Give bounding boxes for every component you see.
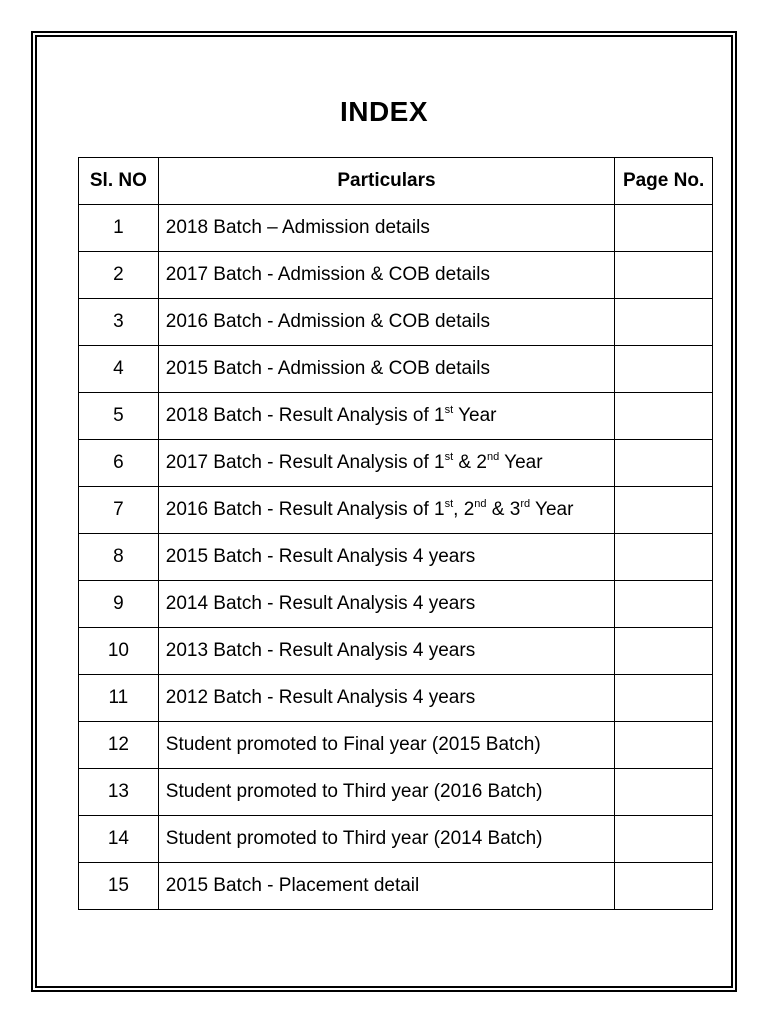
row-page-no: [615, 581, 713, 628]
row-sl-no: 6: [79, 440, 159, 487]
row-particulars-cell: [158, 346, 614, 393]
row-page-no: [615, 675, 713, 722]
row-sl-no: 11: [79, 675, 159, 722]
table-row: [79, 628, 713, 675]
row-particulars: 2014 Batch - Result Analysis 4 years: [165, 593, 476, 614]
row-particulars-cell: [158, 581, 614, 628]
ordinal-suffix: nd: [486, 451, 500, 463]
table-row: [79, 769, 713, 816]
row-sl-no: 12: [79, 722, 159, 769]
row-sl-no: 10: [79, 628, 159, 675]
row-page-no: [615, 346, 713, 393]
table-row: [79, 675, 713, 722]
row-particulars-cell: [158, 393, 614, 440]
row-particulars: 2017 Batch - Admission & COB details: [165, 264, 490, 285]
row-sl-no: 8: [79, 534, 159, 581]
table-row: [79, 581, 713, 628]
row-sl-no: 4: [79, 346, 159, 393]
table-body: [79, 205, 713, 910]
row-page-no: [615, 393, 713, 440]
row-particulars: 2013 Batch - Result Analysis 4 years: [165, 640, 476, 661]
row-page-no: [615, 205, 713, 252]
row-page-no: [615, 863, 713, 910]
row-particulars: 2018 Batch - Result Analysis of 1st Year: [165, 404, 497, 426]
row-particulars-cell: [158, 816, 614, 863]
row-particulars-cell: [158, 675, 614, 722]
row-particulars: 2015 Batch - Result Analysis 4 years: [165, 546, 476, 567]
table-header-row: [79, 158, 713, 205]
table-row: [79, 252, 713, 299]
ordinal-suffix: st: [444, 404, 454, 416]
ordinal-suffix: nd: [474, 498, 487, 510]
table-row: [79, 534, 713, 581]
table-row: [79, 393, 713, 440]
row-particulars-cell: [158, 440, 614, 487]
index-table: [78, 157, 713, 910]
row-sl-no: 3: [79, 299, 159, 346]
row-particulars: 2016 Batch - Admission & COB details: [165, 311, 490, 332]
row-particulars-cell: [158, 628, 614, 675]
row-sl-no: 7: [79, 487, 159, 534]
row-particulars: 2015 Batch - Placement detail: [165, 875, 420, 896]
table-row: [79, 722, 713, 769]
row-page-no: [615, 534, 713, 581]
table-row: [79, 205, 713, 252]
header-particulars: Particulars: [158, 158, 614, 205]
row-page-no: [615, 252, 713, 299]
header-page-no: Page No.: [615, 158, 713, 205]
row-page-no: [615, 440, 713, 487]
row-particulars-cell: [158, 534, 614, 581]
row-page-no: [615, 816, 713, 863]
row-page-no: [615, 722, 713, 769]
row-particulars-cell: [158, 722, 614, 769]
page-title: INDEX: [339, 96, 429, 127]
row-particulars: 2012 Batch - Result Analysis 4 years: [165, 687, 476, 708]
ordinal-suffix: st: [444, 451, 454, 463]
row-sl-no: 14: [79, 816, 159, 863]
row-page-no: [615, 769, 713, 816]
row-particulars-cell: [158, 863, 614, 910]
row-particulars: Student promoted to Third year (2014 Batch): [165, 828, 543, 849]
row-sl-no: 1: [79, 205, 159, 252]
row-sl-no: 9: [79, 581, 159, 628]
row-sl-no: 5: [79, 393, 159, 440]
row-particulars: 2017 Batch - Result Analysis of 1st & 2nd Year: [165, 451, 543, 473]
row-particulars: Student promoted to Third year (2016 Batch): [165, 781, 543, 802]
row-particulars: 2015 Batch - Admission & COB details: [165, 358, 490, 379]
ordinal-suffix: st: [444, 498, 454, 510]
row-particulars-cell: [158, 299, 614, 346]
table-row: [79, 346, 713, 393]
row-particulars: Student promoted to Final year (2015 Batch): [165, 734, 541, 755]
row-particulars-cell: [158, 252, 614, 299]
row-particulars: 2018 Batch – Admission details: [165, 217, 430, 238]
ordinal-suffix: rd: [520, 498, 531, 510]
row-particulars-cell: [158, 487, 614, 534]
table-row: [79, 299, 713, 346]
row-sl-no: 2: [79, 252, 159, 299]
row-particulars-cell: [158, 769, 614, 816]
row-page-no: [615, 628, 713, 675]
table-row: [79, 816, 713, 863]
header-sl-no: Sl. NO: [79, 158, 159, 205]
row-particulars: 2016 Batch - Result Analysis of 1st, 2nd & 3rd Year: [165, 498, 574, 520]
table-row: [79, 863, 713, 910]
row-page-no: [615, 299, 713, 346]
table-row: [79, 487, 713, 534]
table-row: [79, 440, 713, 487]
row-sl-no: 15: [79, 863, 159, 910]
row-particulars-cell: [158, 205, 614, 252]
row-page-no: [615, 487, 713, 534]
row-sl-no: 13: [79, 769, 159, 816]
